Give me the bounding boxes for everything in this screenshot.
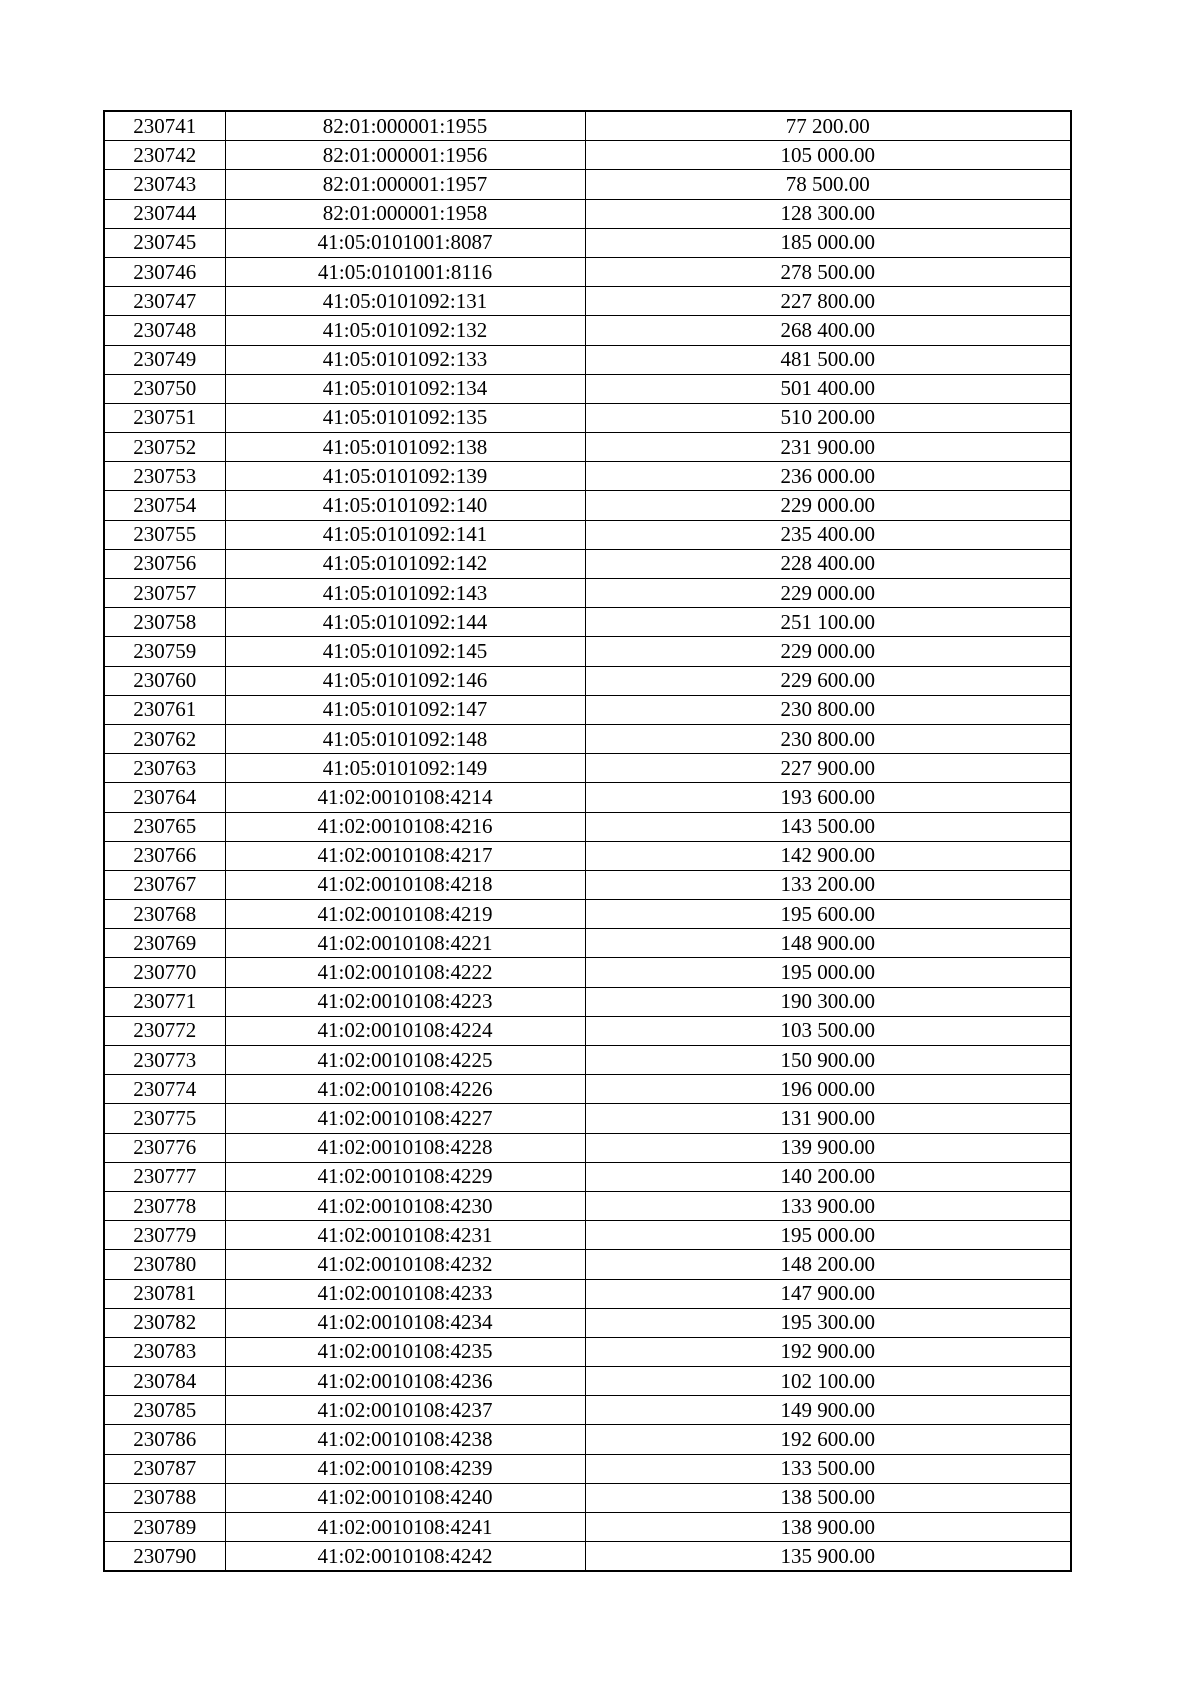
table-row [104, 754, 1071, 783]
cadastral-value-cell: 190 300.00 [585, 987, 1071, 1016]
cadastral-value-cell: 103 500.00 [585, 1016, 1071, 1045]
cadastral-value-cell: 105 000.00 [585, 141, 1071, 170]
cadastral-value-cell: 231 900.00 [585, 433, 1071, 462]
row-number-cell: 230769 [104, 929, 225, 958]
row-number-cell: 230756 [104, 549, 225, 578]
cadastral-value-cell: 133 200.00 [585, 870, 1071, 899]
cadastral-value-cell: 501 400.00 [585, 374, 1071, 403]
cadastral-number-cell: 41:05:0101092:144 [225, 608, 585, 637]
cadastral-number-cell: 41:02:0010108:4227 [225, 1104, 585, 1133]
table-row [104, 549, 1071, 578]
cadastral-value-cell: 138 900.00 [585, 1513, 1071, 1542]
cadastral-value-cell: 235 400.00 [585, 520, 1071, 549]
cadastral-number-cell: 41:02:0010108:4229 [225, 1162, 585, 1191]
row-number-cell: 230742 [104, 141, 225, 170]
cadastral-value-cell: 139 900.00 [585, 1133, 1071, 1162]
row-number-cell: 230762 [104, 724, 225, 753]
cadastral-number-cell: 41:05:0101092:142 [225, 549, 585, 578]
table-row [104, 1016, 1071, 1045]
table-row [104, 1221, 1071, 1250]
cadastral-value-cell: 268 400.00 [585, 316, 1071, 345]
table-row [104, 870, 1071, 899]
cadastral-value-cell: 229 600.00 [585, 666, 1071, 695]
row-number-cell: 230750 [104, 374, 225, 403]
cadastral-value-cell: 510 200.00 [585, 403, 1071, 432]
table-row [104, 1454, 1071, 1483]
cadastral-value-cell: 133 500.00 [585, 1454, 1071, 1483]
row-number-cell: 230748 [104, 316, 225, 345]
table-row [104, 841, 1071, 870]
table-row [104, 462, 1071, 491]
cadastral-value-cell: 128 300.00 [585, 199, 1071, 228]
row-number-cell: 230760 [104, 666, 225, 695]
row-number-cell: 230785 [104, 1396, 225, 1425]
cadastral-value-cell: 195 600.00 [585, 900, 1071, 929]
cadastral-number-cell: 41:05:0101092:149 [225, 754, 585, 783]
cadastral-number-cell: 41:02:0010108:4232 [225, 1250, 585, 1279]
cadastral-number-cell: 41:05:0101092:133 [225, 345, 585, 374]
cadastral-value-cell: 147 900.00 [585, 1279, 1071, 1308]
row-number-cell: 230790 [104, 1542, 225, 1572]
row-number-cell: 230752 [104, 433, 225, 462]
table-row [104, 1279, 1071, 1308]
row-number-cell: 230773 [104, 1046, 225, 1075]
table-row [104, 608, 1071, 637]
row-number-cell: 230767 [104, 870, 225, 899]
cadastral-number-cell: 41:05:0101092:145 [225, 637, 585, 666]
cadastral-value-cell: 193 600.00 [585, 783, 1071, 812]
cadastral-value-cell: 481 500.00 [585, 345, 1071, 374]
cadastral-number-cell: 41:02:0010108:4219 [225, 900, 585, 929]
cadastral-value-cell: 236 000.00 [585, 462, 1071, 491]
row-number-cell: 230772 [104, 1016, 225, 1045]
table-row [104, 666, 1071, 695]
cadastral-value-cell: 131 900.00 [585, 1104, 1071, 1133]
cadastral-number-cell: 41:02:0010108:4237 [225, 1396, 585, 1425]
table-row [104, 433, 1071, 462]
table-row [104, 1367, 1071, 1396]
table-row [104, 1396, 1071, 1425]
cadastral-value-cell: 195 300.00 [585, 1308, 1071, 1337]
row-number-cell: 230753 [104, 462, 225, 491]
cadastral-value-cell: 185 000.00 [585, 228, 1071, 257]
table-row [104, 900, 1071, 929]
table-body [104, 111, 1071, 1571]
row-number-cell: 230789 [104, 1513, 225, 1542]
table-row [104, 1250, 1071, 1279]
table-row [104, 141, 1071, 170]
cadastral-value-cell: 102 100.00 [585, 1367, 1071, 1396]
table-row [104, 111, 1071, 141]
cadastral-value-cell: 148 900.00 [585, 929, 1071, 958]
row-number-cell: 230778 [104, 1191, 225, 1220]
cadastral-number-cell: 41:02:0010108:4231 [225, 1221, 585, 1250]
cadastral-number-cell: 41:05:0101001:8087 [225, 228, 585, 257]
row-number-cell: 230786 [104, 1425, 225, 1454]
cadastral-number-cell: 41:05:0101001:8116 [225, 257, 585, 286]
cadastral-number-cell: 41:02:0010108:4228 [225, 1133, 585, 1162]
cadastral-number-cell: 41:05:0101092:147 [225, 695, 585, 724]
row-number-cell: 230788 [104, 1483, 225, 1512]
cadastral-number-cell: 41:02:0010108:4221 [225, 929, 585, 958]
cadastral-value-table [103, 110, 1072, 1572]
row-number-cell: 230746 [104, 257, 225, 286]
table-row [104, 1542, 1071, 1572]
table-row [104, 287, 1071, 316]
cadastral-number-cell: 41:02:0010108:4242 [225, 1542, 585, 1572]
cadastral-number-cell: 41:05:0101092:143 [225, 579, 585, 608]
cadastral-number-cell: 82:01:000001:1956 [225, 141, 585, 170]
row-number-cell: 230755 [104, 520, 225, 549]
table-row [104, 1483, 1071, 1512]
row-number-cell: 230787 [104, 1454, 225, 1483]
cadastral-number-cell: 41:05:0101092:139 [225, 462, 585, 491]
row-number-cell: 230743 [104, 170, 225, 199]
row-number-cell: 230784 [104, 1367, 225, 1396]
cadastral-number-cell: 41:02:0010108:4234 [225, 1308, 585, 1337]
table-row [104, 812, 1071, 841]
cadastral-value-cell: 229 000.00 [585, 637, 1071, 666]
cadastral-value-cell: 148 200.00 [585, 1250, 1071, 1279]
cadastral-value-cell: 229 000.00 [585, 579, 1071, 608]
cadastral-number-cell: 41:02:0010108:4236 [225, 1367, 585, 1396]
row-number-cell: 230780 [104, 1250, 225, 1279]
cadastral-value-cell: 140 200.00 [585, 1162, 1071, 1191]
cadastral-number-cell: 82:01:000001:1958 [225, 199, 585, 228]
row-number-cell: 230741 [104, 111, 225, 141]
table-row [104, 1337, 1071, 1366]
table-row [104, 695, 1071, 724]
cadastral-value-cell: 278 500.00 [585, 257, 1071, 286]
cadastral-value-cell: 135 900.00 [585, 1542, 1071, 1572]
row-number-cell: 230751 [104, 403, 225, 432]
table-row [104, 403, 1071, 432]
row-number-cell: 230768 [104, 900, 225, 929]
table-row [104, 724, 1071, 753]
cadastral-value-cell: 192 600.00 [585, 1425, 1071, 1454]
row-number-cell: 230777 [104, 1162, 225, 1191]
row-number-cell: 230775 [104, 1104, 225, 1133]
cadastral-value-cell: 138 500.00 [585, 1483, 1071, 1512]
cadastral-number-cell: 41:05:0101092:132 [225, 316, 585, 345]
row-number-cell: 230759 [104, 637, 225, 666]
table-row [104, 1075, 1071, 1104]
cadastral-number-cell: 41:02:0010108:4239 [225, 1454, 585, 1483]
cadastral-number-cell: 41:02:0010108:4241 [225, 1513, 585, 1542]
table-row [104, 1513, 1071, 1542]
cadastral-number-cell: 41:02:0010108:4217 [225, 841, 585, 870]
cadastral-value-cell: 143 500.00 [585, 812, 1071, 841]
cadastral-value-cell: 149 900.00 [585, 1396, 1071, 1425]
cadastral-number-cell: 41:02:0010108:4233 [225, 1279, 585, 1308]
row-number-cell: 230779 [104, 1221, 225, 1250]
cadastral-number-cell: 41:02:0010108:4226 [225, 1075, 585, 1104]
row-number-cell: 230744 [104, 199, 225, 228]
table-row [104, 1425, 1071, 1454]
table-row [104, 520, 1071, 549]
cadastral-number-cell: 41:02:0010108:4235 [225, 1337, 585, 1366]
row-number-cell: 230770 [104, 958, 225, 987]
cadastral-value-cell: 227 900.00 [585, 754, 1071, 783]
cadastral-number-cell: 41:05:0101092:141 [225, 520, 585, 549]
cadastral-value-cell: 195 000.00 [585, 958, 1071, 987]
row-number-cell: 230764 [104, 783, 225, 812]
row-number-cell: 230749 [104, 345, 225, 374]
table-row [104, 1133, 1071, 1162]
cadastral-number-cell: 41:05:0101092:146 [225, 666, 585, 695]
row-number-cell: 230747 [104, 287, 225, 316]
table-row [104, 374, 1071, 403]
row-number-cell: 230766 [104, 841, 225, 870]
cadastral-value-cell: 195 000.00 [585, 1221, 1071, 1250]
table-row [104, 345, 1071, 374]
cadastral-value-cell: 78 500.00 [585, 170, 1071, 199]
row-number-cell: 230761 [104, 695, 225, 724]
cadastral-value-cell: 196 000.00 [585, 1075, 1071, 1104]
cadastral-value-cell: 227 800.00 [585, 287, 1071, 316]
cadastral-value-cell: 229 000.00 [585, 491, 1071, 520]
cadastral-number-cell: 41:02:0010108:4214 [225, 783, 585, 812]
table-row [104, 316, 1071, 345]
cadastral-value-cell: 133 900.00 [585, 1191, 1071, 1220]
cadastral-number-cell: 41:02:0010108:4222 [225, 958, 585, 987]
table-row [104, 199, 1071, 228]
cadastral-number-cell: 41:02:0010108:4218 [225, 870, 585, 899]
row-number-cell: 230757 [104, 579, 225, 608]
row-number-cell: 230783 [104, 1337, 225, 1366]
cadastral-number-cell: 41:02:0010108:4240 [225, 1483, 585, 1512]
table-row [104, 637, 1071, 666]
row-number-cell: 230782 [104, 1308, 225, 1337]
cadastral-number-cell: 41:02:0010108:4223 [225, 987, 585, 1016]
row-number-cell: 230758 [104, 608, 225, 637]
cadastral-number-cell: 41:02:0010108:4216 [225, 812, 585, 841]
row-number-cell: 230774 [104, 1075, 225, 1104]
table-row [104, 929, 1071, 958]
row-number-cell: 230765 [104, 812, 225, 841]
cadastral-number-cell: 41:02:0010108:4238 [225, 1425, 585, 1454]
table-row [104, 170, 1071, 199]
cadastral-number-cell: 41:05:0101092:140 [225, 491, 585, 520]
cadastral-value-cell: 142 900.00 [585, 841, 1071, 870]
cadastral-number-cell: 41:02:0010108:4224 [225, 1016, 585, 1045]
table-row [104, 1191, 1071, 1220]
cadastral-number-cell: 41:02:0010108:4225 [225, 1046, 585, 1075]
row-number-cell: 230754 [104, 491, 225, 520]
table-row [104, 579, 1071, 608]
table-row [104, 1162, 1071, 1191]
table-row [104, 783, 1071, 812]
row-number-cell: 230745 [104, 228, 225, 257]
cadastral-value-cell: 228 400.00 [585, 549, 1071, 578]
cadastral-number-cell: 41:05:0101092:138 [225, 433, 585, 462]
cadastral-number-cell: 41:05:0101092:131 [225, 287, 585, 316]
cadastral-number-cell: 82:01:000001:1955 [225, 111, 585, 141]
cadastral-value-cell: 77 200.00 [585, 111, 1071, 141]
cadastral-number-cell: 82:01:000001:1957 [225, 170, 585, 199]
table-row [104, 1046, 1071, 1075]
cadastral-value-cell: 251 100.00 [585, 608, 1071, 637]
table-row [104, 1308, 1071, 1337]
cadastral-value-cell: 230 800.00 [585, 695, 1071, 724]
cadastral-number-cell: 41:05:0101092:148 [225, 724, 585, 753]
cadastral-number-cell: 41:05:0101092:134 [225, 374, 585, 403]
cadastral-value-cell: 192 900.00 [585, 1337, 1071, 1366]
table-row [104, 987, 1071, 1016]
table-row [104, 491, 1071, 520]
row-number-cell: 230763 [104, 754, 225, 783]
row-number-cell: 230781 [104, 1279, 225, 1308]
table-row [104, 1104, 1071, 1133]
row-number-cell: 230776 [104, 1133, 225, 1162]
table-row [104, 228, 1071, 257]
cadastral-number-cell: 41:02:0010108:4230 [225, 1191, 585, 1220]
table-row [104, 257, 1071, 286]
cadastral-value-cell: 230 800.00 [585, 724, 1071, 753]
table-row [104, 958, 1071, 987]
row-number-cell: 230771 [104, 987, 225, 1016]
cadastral-number-cell: 41:05:0101092:135 [225, 403, 585, 432]
cadastral-value-cell: 150 900.00 [585, 1046, 1071, 1075]
